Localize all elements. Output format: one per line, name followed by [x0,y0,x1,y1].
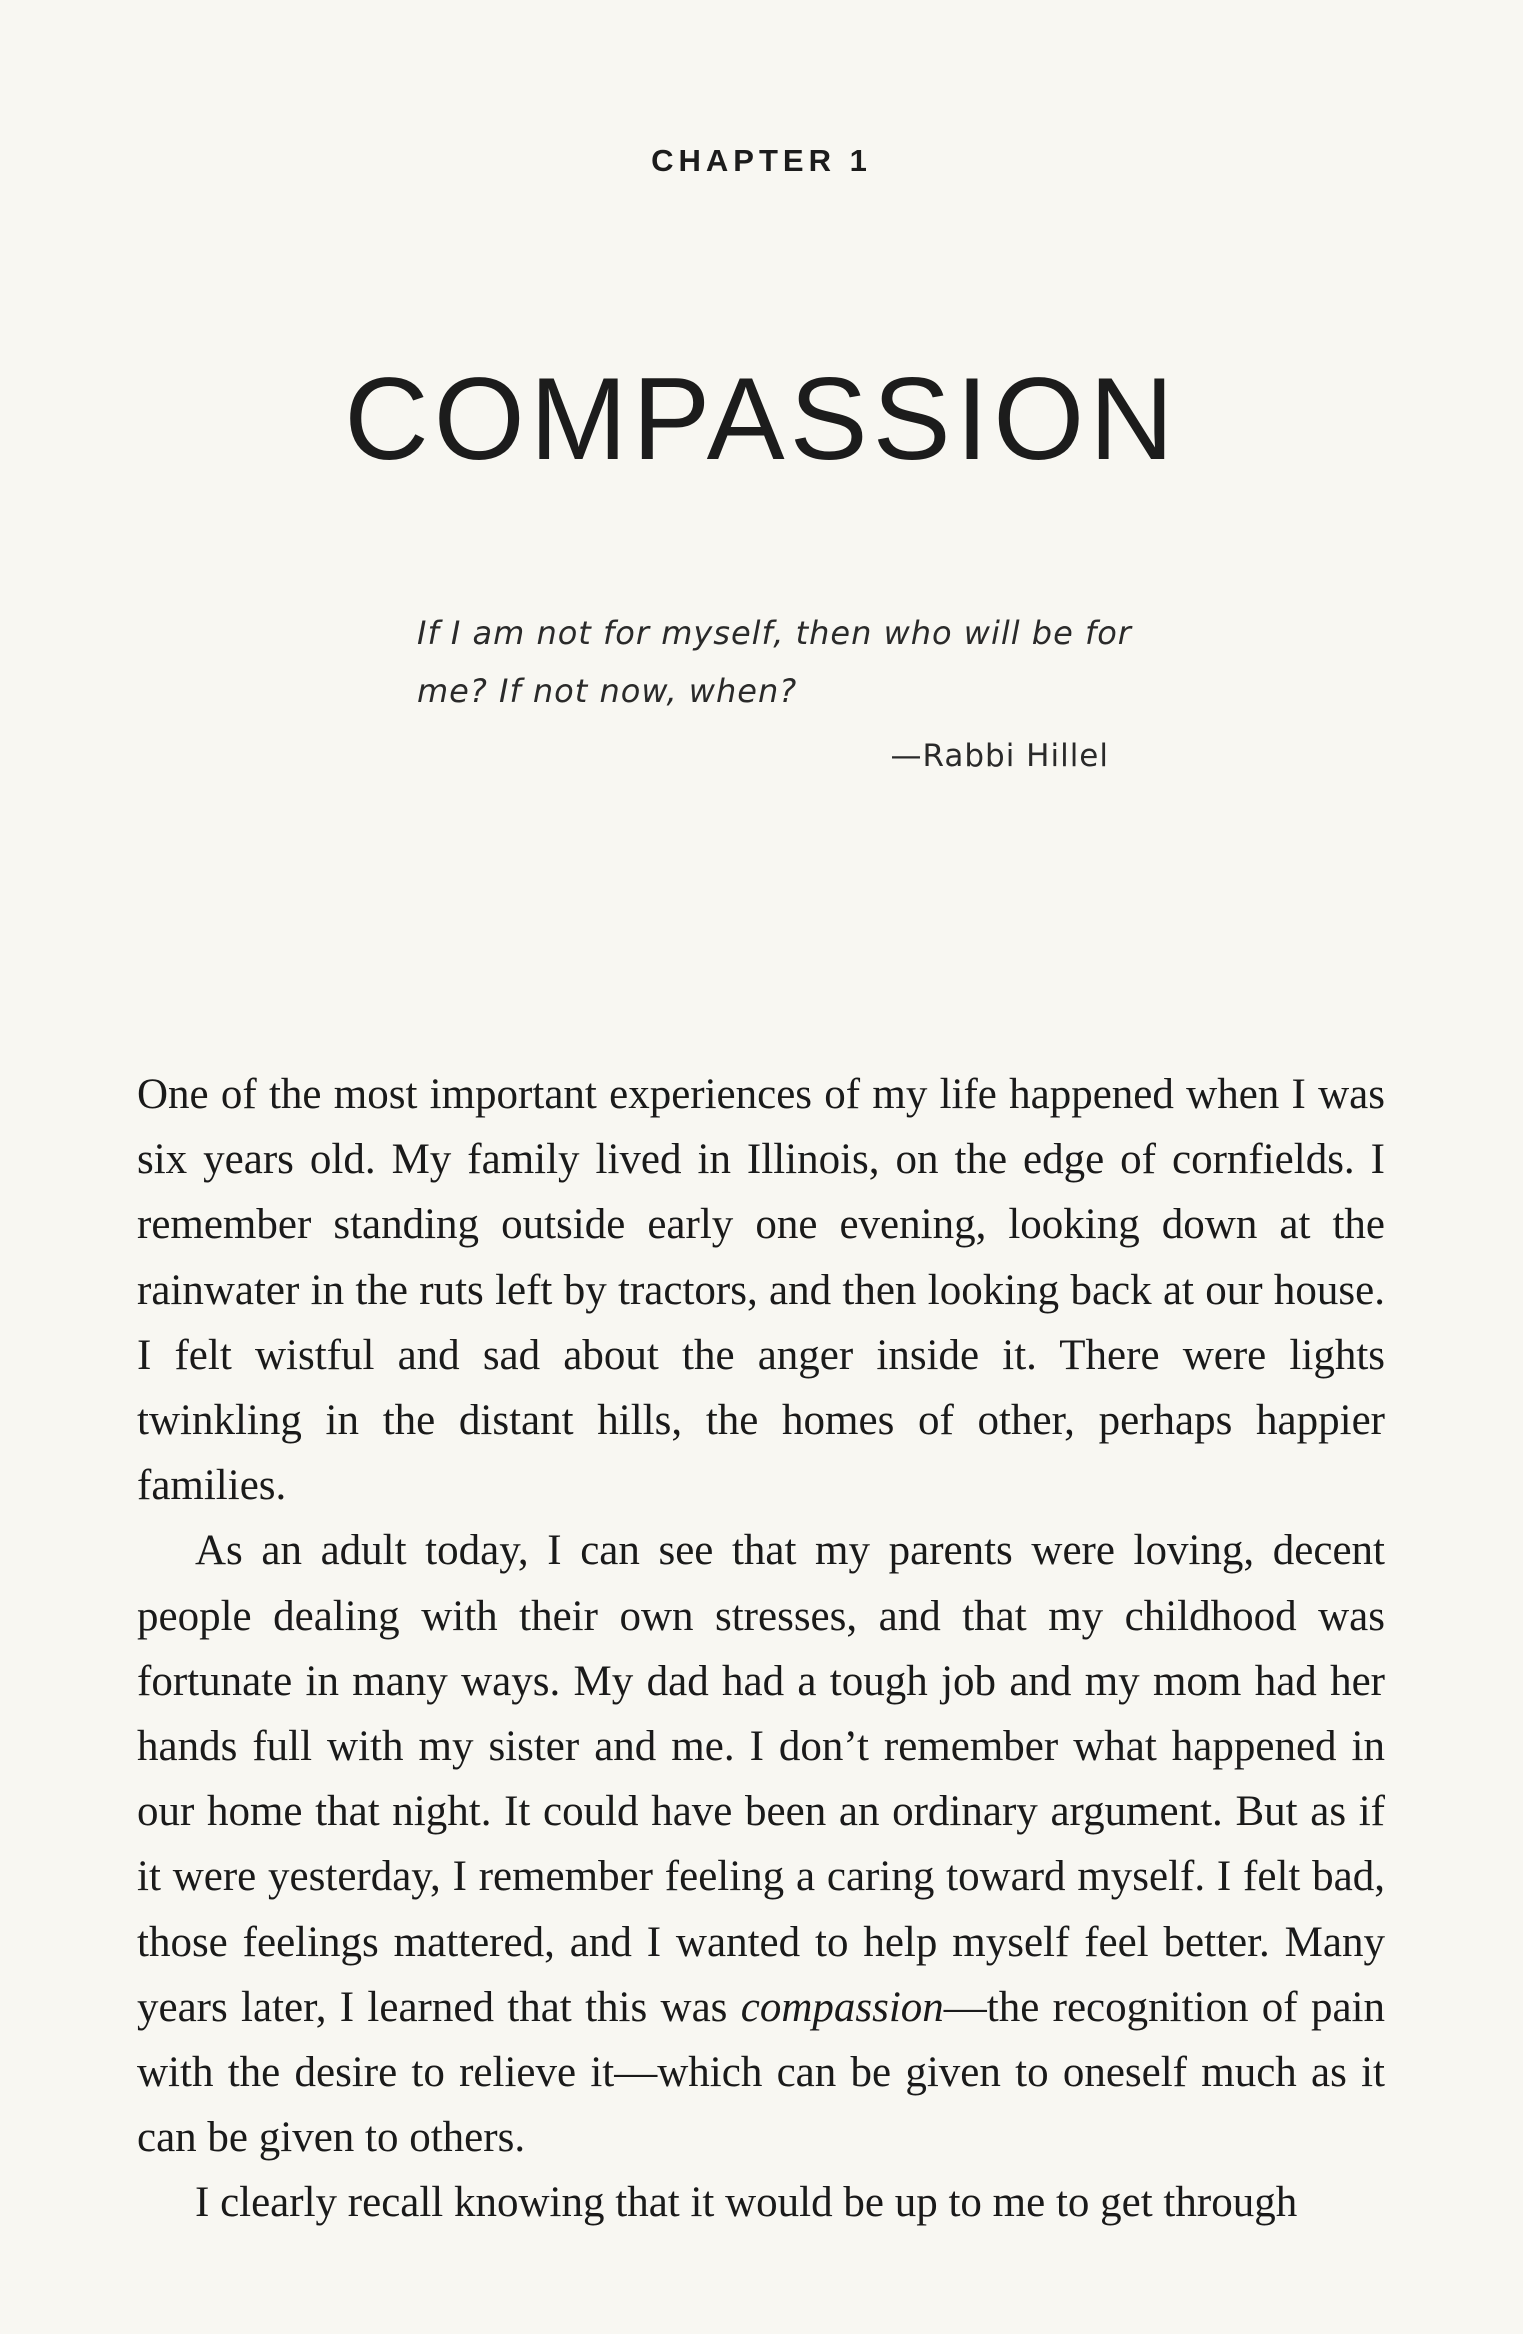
paragraph-2-emphasis: compassion [740,1983,944,2031]
paragraph-3: I clearly recall knowing that it would be up to me to get through [195,2179,1298,2227]
chapter-title: COMPASSION [344,353,1179,484]
paragraph-2-text-before: As an adult today, I can see that my parents were loving, decent people dealing with their own stresses, and that my childhood was fortunate in many ways. My dad had a tough job and my mom had her hands full with my sister and me. I don’t remember what happened in our home that night. It could have been an ordinary argument. But as if it were yesterday, I remember feeling a caring toward myself. I felt bad, those feelings mattered, and I wanted to help myself feel better. Many years later, I learned that this was [137,1527,1385,2031]
epigraph-quote: If I am not for myself, then who will be for me? If not now, when? [417,614,1132,710]
paragraph-2 [137,1518,1385,2170]
body-text [137,1062,1385,2236]
epigraph-attribution: —Rabbi Hillel [890,738,1109,774]
chapter-label: CHAPTER 1 [651,143,872,178]
paragraph-2-text-after: —the recognition of pain with the desire to relieve it—which can be given to oneself much as it can be given to others. [137,1983,1385,2162]
paragraph-1: One of the most important experiences of my life happened when I was six years old. My family lived in Illinois, on the edge of cornfields. I remember standing outside early one evening, looking down at the rainwater in the ruts left by tractors, and then looking back at our house. I felt wistful and sad about the anger inside it. There were lights twinkling in the distant hills, the homes of other, perhaps happier families. [137,1071,1385,1510]
